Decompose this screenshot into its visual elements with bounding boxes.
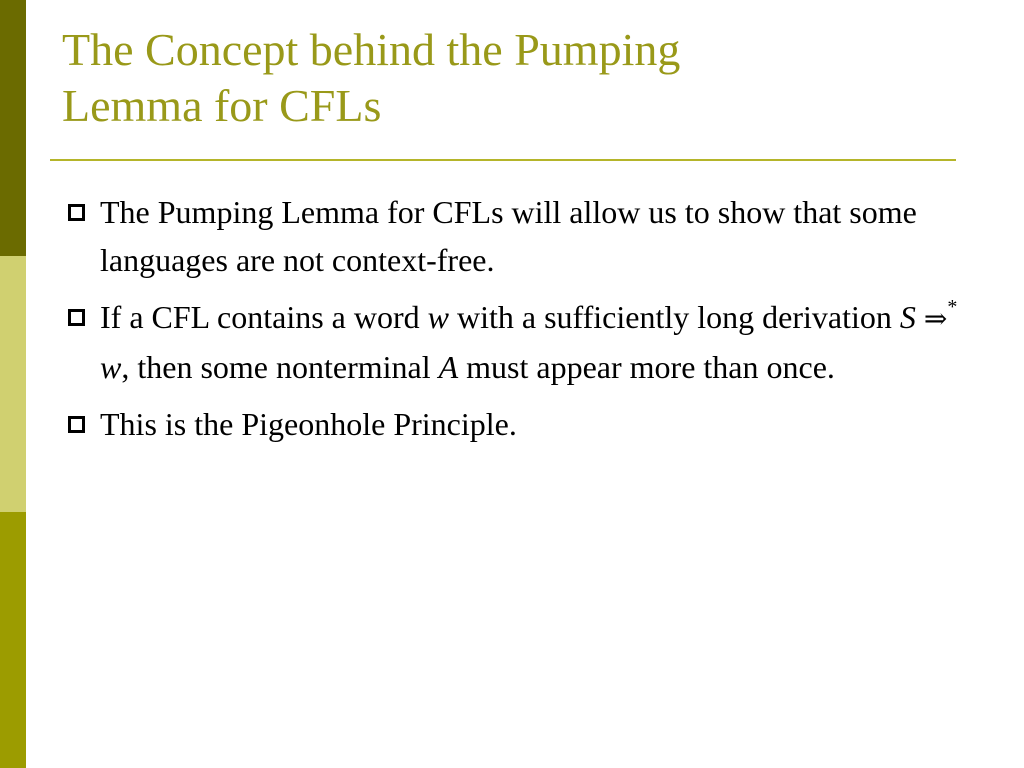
- bullet-text-2d: must appear more than once.: [458, 349, 835, 385]
- bullet-text-2b: with a sufficiently long derivation: [448, 299, 900, 335]
- bullet-item-1: [62, 188, 962, 284]
- bullet-list: [62, 188, 962, 457]
- bullet-text-2a: If a CFL contains a word: [100, 299, 428, 335]
- title-divider: [50, 159, 956, 161]
- square-bullet-icon: [68, 204, 85, 221]
- bullet-text-3: This is the Pigeonhole Principle.: [100, 406, 517, 442]
- variable-s: S: [899, 299, 916, 335]
- side-bar-light: [0, 256, 26, 512]
- variable-a: A: [438, 349, 459, 385]
- bullet-text-1: The Pumping Lemma for CFLs will allow us to show that some languages are not context-free.: [100, 194, 917, 278]
- variable-w-2: w: [100, 349, 122, 385]
- square-bullet-icon: [68, 309, 85, 326]
- slide-title-line2: Lemma for CFLs: [62, 80, 382, 131]
- side-bar-medium: [0, 512, 26, 768]
- bullet-text-2c: , then some nonterminal: [121, 349, 439, 385]
- slide-title: [62, 22, 962, 134]
- bullet-item-2: [62, 293, 962, 391]
- derives-arrow-icon: ⇒: [923, 302, 948, 335]
- variable-w: w: [427, 299, 449, 335]
- slide-title-line1: The Concept behind the Pumping: [62, 24, 681, 75]
- bullet-item-3: [62, 400, 962, 448]
- kleene-star: *: [947, 296, 958, 318]
- square-bullet-icon: [68, 416, 85, 433]
- side-bar-dark: [0, 0, 26, 256]
